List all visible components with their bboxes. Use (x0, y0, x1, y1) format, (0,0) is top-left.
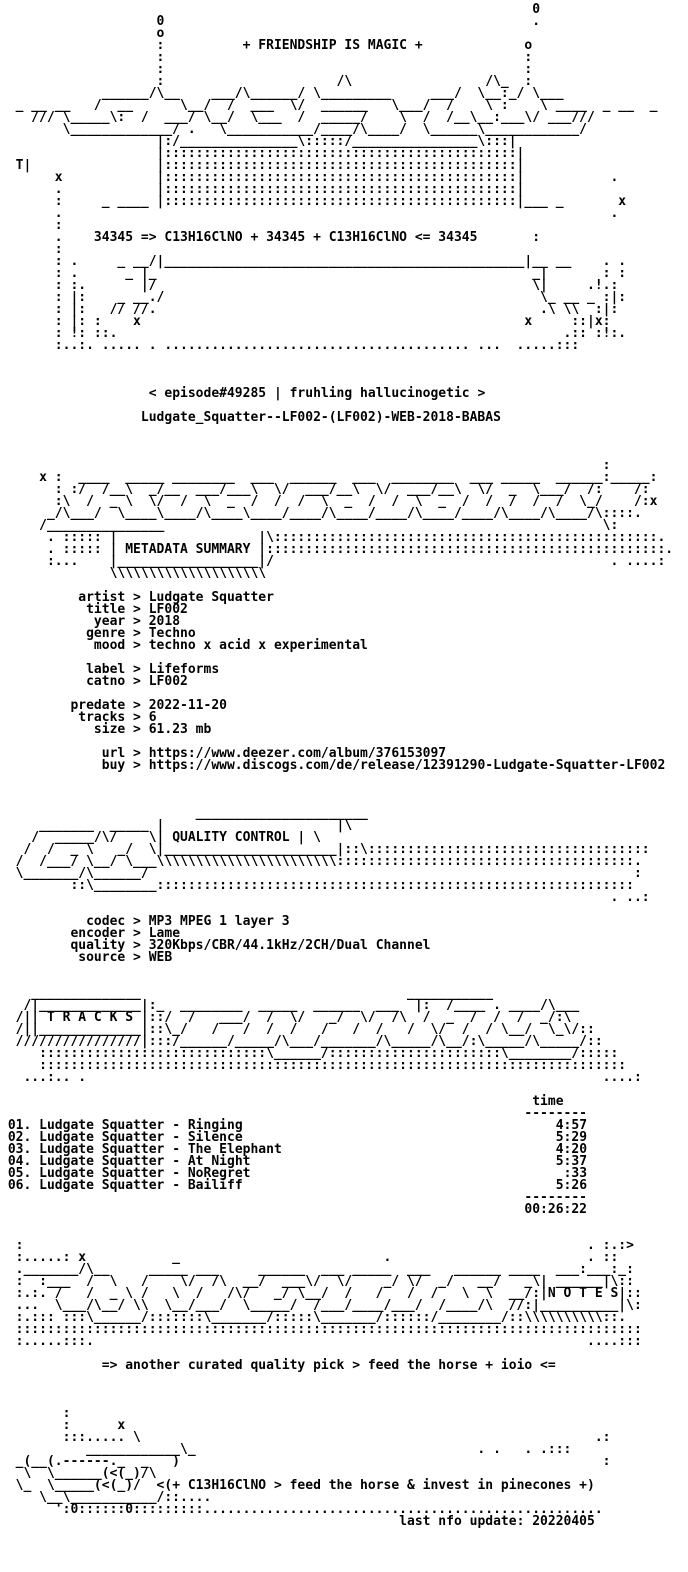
ascii-art-line: : :___ / \ / \/ /\ __/ ___\/ \/ _/ \/ _/ __/ _\| ______|\:: (0, 1274, 634, 1289)
metadata-title-line: . ::::: | METADATA SUMMARY |:::::::::::::::::::::::::::::::::::::::::::::::::::. (0, 542, 674, 557)
ascii-art-line: _ __ __ / __ \__/ / ___ \/ ______ \___/ / \ : \ ____ _ __ _ (0, 98, 658, 113)
year-value: 2018 (148, 614, 181, 629)
track-artist: Ludgate Squatter (39, 1130, 165, 1145)
ascii-art-line: \__\___________/::.... (0, 1490, 212, 1505)
artist-value-row: artist > Ludgate Squatter (0, 590, 274, 605)
ascii-art-line: : . :.:> (0, 1238, 634, 1253)
blank-line (0, 1396, 673, 1408)
tracks-title-line: /|| T R A C K S |::/ / ___/ / \/ _/ \/ /\ / _ / / / _/:\ (0, 1010, 572, 1025)
notes-line (0, 1360, 673, 1372)
blank-line (0, 364, 673, 376)
quality-title: QUALITY CONTROL (172, 830, 290, 845)
ascii-art-line: . |:::::::::::::::::::::::::::::::::::::::::::::| (0, 182, 525, 197)
notes-title: N O T E S (547, 1286, 619, 1301)
track-title: Ringing (187, 1118, 243, 1133)
ascii-art-line: ______/\__ ___/\______/ \_________ ___/ \__:_/ \___ (0, 86, 564, 101)
notes-text: => another curated quality pick > feed the horse + ioio <= (101, 1358, 556, 1373)
ascii-art-line: / /___/ \__/ \___\\\\\\\\\\\\\\\\\\\\\\\::::::::::::::::::::::::::::::::::::::. (0, 854, 642, 869)
ascii-art-line: :.....:::. ....::: (0, 1334, 642, 1349)
artist-value: Ludgate Squatter (148, 590, 274, 605)
total-line (0, 1204, 673, 1216)
ascii-art-line: : :. |/ \| .!.: (0, 278, 619, 293)
blank-line (0, 964, 673, 976)
tracks-value: 6 (148, 710, 157, 725)
ascii-art-line: 0 . (0, 14, 541, 29)
release-name: Ludgate_Squatter--LF002-(LF002)-WEB-2018-BABAS (140, 410, 501, 425)
ascii-art-line: : (0, 1406, 71, 1421)
track-artist: Ludgate Squatter (39, 1166, 165, 1181)
buy-value: https://www.discogs.com/de/release/12391290-Ludgate-Squatter-LF002 (148, 758, 666, 773)
ascii-art-line: _______ _____ | |\ (0, 818, 353, 833)
blank-line (0, 1372, 673, 1384)
size-value-row: size > 61.23 mb (0, 722, 212, 737)
ascii-art-line: ':0::::::0:::::::::................................................... (0, 1502, 603, 1517)
blank-line (0, 1384, 673, 1396)
ascii-art-line: : |: : x x ::|x: (0, 314, 611, 329)
codec-value: MP3 MPEG 1 layer 3 (148, 914, 290, 929)
track-time: :33 (563, 1166, 588, 1181)
ascii-art-line: ____________\_ . . . .::: (0, 1442, 572, 1457)
ascii-art-line: T| |:::::::::::::::::::::::::::::::::::::::::::::| (0, 158, 525, 173)
formula-line: . 34345 => C13H16ClNO + 34345 + C13H16ClNO <= 34345 : (0, 230, 541, 245)
friendship-text: + FRIENDSHIP IS MAGIC + (242, 38, 423, 53)
track-number: 01. (7, 1118, 32, 1133)
predate-value-row: predate > 2022-11-20 (0, 698, 227, 713)
ascii-art-line: : |: _ __./ \_ __ _ :|: (0, 290, 627, 305)
ascii-art-line: ... \___/\__/ \\ \__/___/ \_____/ /___/____/___/ /____/\ //:|__________|\: (0, 1298, 642, 1313)
blank-line (0, 1216, 673, 1228)
label-value: Lifeforms (148, 662, 220, 677)
source-value-row: source > WEB (0, 950, 173, 965)
track-number: 05. (7, 1166, 32, 1181)
ascii-art-line: ::\________::::::::::::::::::::::::::::::::::::::::::::::::::::::::::::: (0, 878, 634, 893)
predate-value: 2022-11-20 (148, 698, 227, 713)
track-artist: Ludgate Squatter (39, 1178, 165, 1193)
blank-line (0, 436, 673, 448)
track-title: Silence (187, 1130, 243, 1145)
ascii-art-line: ______________ ___________ (0, 986, 494, 1001)
ascii-art-line: ////////////////|:::/______/_____/\___/_______/\_____/\__/:\_____/\_____/:: (0, 1034, 603, 1049)
ascii-art-line: _/\___/ \____\____/\____\____/____/\____/____/\____/____/\____/\____/\::::. (0, 506, 642, 521)
ascii-art-line: /||_____________|::\_/ / / / / / / / / \/ / / \__/ \_\/:: (0, 1022, 595, 1037)
encoder-value-row: encoder > Lame (0, 926, 181, 941)
ascii-art-line: /// \_____\: / ___/ \__/ \___ / _____/ \ / /__\__:___\/ ___/// (0, 110, 595, 125)
title-value-row: title > LF002 (0, 602, 188, 617)
track-row: 04. Ludgate Squatter - At Night 5:37 (7, 1154, 588, 1169)
ascii-art-line: . ..: (0, 890, 650, 905)
ascii-art-line: ______________________ (0, 806, 368, 821)
codec-value-row: codec > MP3 MPEG 1 layer 3 (0, 914, 290, 929)
metadata-title: METADATA SUMMARY (125, 542, 251, 557)
encoder-value: Lame (148, 926, 181, 941)
ascii-art-line: : (0, 242, 63, 257)
track-artist: Ludgate Squatter (39, 1118, 165, 1133)
ascii-art-line: \ \______(<(_)/\ (0, 1466, 157, 1481)
ascii-art-line: . . (0, 206, 619, 221)
url-value-row: url > https://www.deezer.com/album/376153097 (0, 746, 447, 761)
ascii-art-line: 0 (0, 2, 541, 17)
track-row: 05. Ludgate Squatter - NoRegret :33 (7, 1166, 588, 1181)
blank-line (0, 352, 673, 364)
mood-value-row: mood > techno x acid x experimental (0, 638, 368, 653)
quality-value: 320Kbps/CBR/44.1kHz/2CH/Dual Channel (148, 938, 431, 953)
ascii-art-line: :.....: x _ . . :: (0, 1250, 619, 1265)
episode-line (0, 388, 673, 400)
track-title: Bailiff (187, 1178, 243, 1193)
ascii-art-line: : (0, 218, 63, 233)
ascii-art-line: : (0, 458, 611, 473)
track-row: 01. Ludgate Squatter - Ringing 4:57 (7, 1118, 588, 1133)
ascii-art-line: :::..... \ .: (0, 1430, 611, 1445)
ascii-art-line: o (0, 26, 165, 41)
divider-line: -------- (0, 1106, 587, 1121)
ascii-art-line: ...:.. . ....: (0, 1070, 642, 1085)
track-artist: Ludgate Squatter (39, 1142, 165, 1157)
ascii-art-line: :.::: :::\______/:::::::\_______/:::::\_______/::::::/________/::\\\\\\\\\\::. (0, 1310, 627, 1325)
tagline-line: \_ \_____(<(_)/ <(+ C13H16ClNO > feed the horse & invest in pinecones +) (0, 1478, 595, 1493)
track-title: NoRegret (187, 1166, 251, 1181)
ascii-art-line: /_______________ \: (0, 518, 619, 533)
last-update: last nfo update: 20220405 (399, 1514, 595, 1529)
track-time: 5:37 (555, 1154, 588, 1169)
ascii-art-line: :..:. ..... . ....................................... ... .....::: (0, 338, 580, 353)
ascii-art-line: : : (0, 62, 533, 77)
ascii-art-line: :\ / _ \ \/ / \ _ / / / \ _ / / \ _ / / / / / \_/ /:x (0, 494, 658, 509)
track-time: 4:20 (555, 1142, 588, 1157)
mood-value: techno x acid x experimental (148, 638, 368, 653)
total-time: 00:26:22 (524, 1202, 588, 1217)
ascii-art-line: : _ ____ |:::::::::::::::::::::::::::::::::::::::::::::|___ _ x (0, 194, 627, 209)
ascii-art-line: : x (0, 1418, 126, 1433)
catno-value: LF002 (148, 674, 188, 689)
url-value: https://www.deezer.com/album/376153097 (148, 746, 447, 761)
catno-value-row: catno > LF002 (0, 674, 188, 689)
ascii-art-line: \_______/\______/ : (0, 866, 642, 881)
ascii-art-line: /|_____________|:_ ________ _____ ______ ___ |: /____ . ____/\___ (0, 998, 580, 1013)
tracks-title: T R A C K S (46, 1010, 134, 1025)
quality-title-line: / _____/\/ \| QUALITY CONTROL | \ (0, 830, 321, 845)
update-line (0, 1516, 673, 1528)
source-value: WEB (148, 950, 173, 965)
ascii-art-line: _(__(.------._ _ ) : (0, 1454, 611, 1469)
ascii-art-line: : . _ |_ _| : : (0, 266, 627, 281)
ascii-art-line: : :/ /__\ _/__ ___/___\ \/ ___/__\ \/ ___/__\ \/ _ \___/ /: /: (0, 482, 650, 497)
ascii-art-line: :::::::::::::::::::::::::::::::::::::::::::::::::::::::::::::::::::::::::::::::: (0, 1322, 642, 1337)
tracks-value-row: tracks > 6 (0, 710, 157, 725)
ascii-art-line: \_____________/ . \___________/____/\____/ \______\____________/ (0, 122, 587, 137)
ascii-art-line: \\\\\\\\\\\\\\\\\\\\ (0, 566, 267, 581)
track-artist: Ludgate Squatter (39, 1154, 165, 1169)
genre-value-row: genre > Techno (0, 626, 196, 641)
track-time: 4:57 (555, 1118, 588, 1133)
blank-line (0, 784, 673, 796)
track-time: 5:26 (555, 1178, 588, 1193)
track-number: 02. (7, 1130, 32, 1145)
title-value: LF002 (148, 602, 188, 617)
notes-title-line: :.:. / / _ \ / \ / /\/ _/ \__/ / / / / \ \ __/:|N O T E S|:: (0, 1286, 642, 1301)
ascii-art-line: . ::::: | |\:::::::::::::::::::::::::::::::::::::::::::::::::. (0, 530, 666, 545)
blank-line (0, 424, 673, 436)
genre-value: Techno (148, 626, 196, 641)
ascii-art-line: |:/_______________\:::::/________________\:::| (0, 134, 517, 149)
track-number: 03. (7, 1142, 32, 1157)
buy-value-row: buy > https://www.discogs.com/de/release/12391290-Ludgate-Squatter-LF002 (0, 758, 666, 773)
track-row: 02. Ludgate Squatter - Silence 5:29 (7, 1130, 588, 1145)
track-title: The Elephant (187, 1142, 282, 1157)
label-value-row: label > Lifeforms (0, 662, 220, 677)
ascii-art-line: :... |__________________|/ . ....: (0, 554, 666, 569)
time-header: time (532, 1094, 564, 1109)
track-time: 5:29 (555, 1130, 588, 1145)
episode-text: < episode#49285 | fruhling hallucinogetic > (148, 386, 486, 401)
ascii-art-line: : |: // //. .\ \\ :|: (0, 302, 619, 317)
ascii-art-line: x : ____ _____ ________ ___ ______ ___ ________ ___ _____ ______:_____: (0, 470, 658, 485)
ascii-art-line: : : (0, 50, 533, 65)
ascii-art-line: : /\ /\_ : (0, 74, 533, 89)
track-row: 06. Ludgate Squatter - Bailiff 5:26 (7, 1178, 588, 1193)
year-value-row: year > 2018 (0, 614, 181, 629)
track-row: 03. Ludgate Squatter - The Elephant 4:20 (7, 1142, 588, 1157)
ascii-art-line: |:::::::::::::::::::::::::::::::::::::::::::::| (0, 146, 525, 161)
ascii-art-line: : . _ __/|______________________________________________|__ __ . . (0, 254, 627, 269)
friendship-line: : + FRIENDSHIP IS MAGIC + o (0, 38, 533, 53)
nfo-document (0, 4, 673, 1528)
track-number: 06. (7, 1178, 32, 1193)
track-number: 04. (7, 1154, 32, 1169)
ascii-art-line: ._______/\__ _____ ___ ______ ___ _____ ___ ______ ____ ___:___:_: (0, 1262, 634, 1277)
ascii-art-line: :::::::::::::::::::::::::::::\______/::::::::::::::::::::::\________/::::: (0, 1046, 619, 1061)
track-title: At Night (187, 1154, 251, 1169)
formula-text: 34345 => C13H16ClNO + 34345 + C13H16ClNO <= 34345 (93, 230, 478, 245)
release-line (0, 412, 673, 424)
blank-line (0, 772, 673, 784)
ascii-art-line: x |:::::::::::::::::::::::::::::::::::::::::::::| . (0, 170, 619, 185)
ascii-art-line: ::::::::::::::::::::::::::::::::::::::::::::::::::::::::::::::::::::::::::: (0, 1058, 627, 1073)
quality-value-row: quality > 320Kbps/CBR/44.1kHz/2CH/Dual Channel (0, 938, 431, 953)
footer-tagline: <(+ C13H16ClNO > feed the horse & invest in pinecones +) (156, 1478, 595, 1493)
ascii-art-line: / / _ \ _/ \|______________________|::\:::::::::::::::::::::::::::::::::::: (0, 842, 650, 857)
divider-line: -------- (0, 1190, 587, 1205)
size-value: 61.23 mb (148, 722, 212, 737)
ascii-art-line: : !: ::. .:: :!:. (0, 326, 627, 341)
